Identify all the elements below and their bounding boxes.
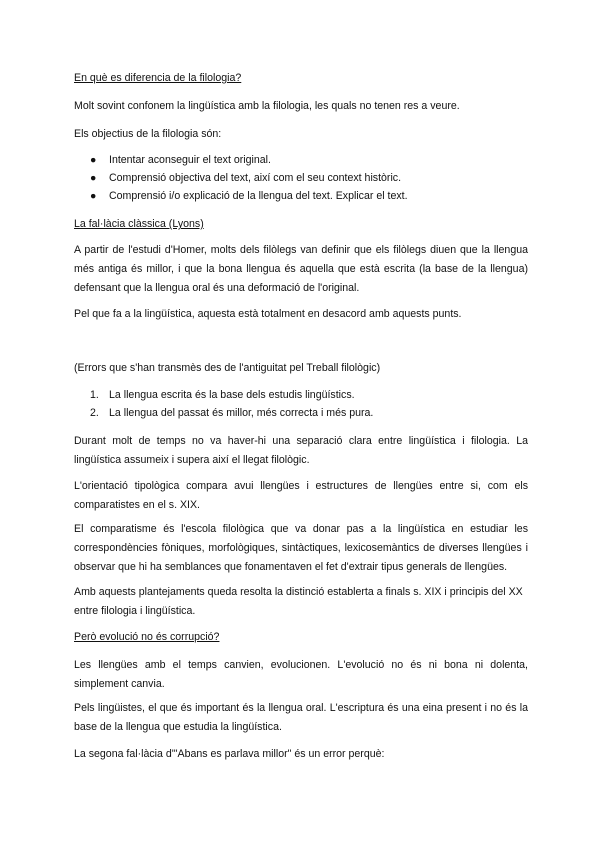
heading-classic-fallacy: La fal·làcia clàssica (Lyons) [74, 218, 204, 230]
list-item [74, 404, 528, 423]
list-number: 2. [90, 407, 99, 419]
paragraph-distinction: Amb aquests plantejaments queda resolta la distinció establerta a finals s. XIX i principis del XX entre filologia i lingüística. [74, 586, 523, 617]
bullet-icon: ● [90, 154, 97, 166]
list-item-text: Intentar aconseguir el text original. [109, 154, 271, 166]
list-item-text: Comprensió i/o explicació de la llengua del text. Explicar el text. [109, 190, 408, 202]
list-item [74, 187, 528, 206]
paragraph-homer: A partir de l'estudi d'Homer, molts dels filòlegs van definir que els filòlegs diuen que la llengua més antiga és millor, i que la bona llengua és aquella que està escrita (la base de la llengua) defensant que la llengua oral és una deformació de l'original. [74, 244, 528, 294]
paragraph-separation: Durant molt de temps no va haver-hi una separació clara entre lingüística i filologia. La lingüística assumeix i supera així el llegat filològic. [74, 435, 528, 466]
paragraph-errors-note: (Errors que s'han transmès des de l'antiguitat pel Treball filològic) [74, 362, 381, 374]
paragraph-confusion: Molt sovint confonem la lingüística amb la filologia, les quals no tenen res a veure. [74, 100, 460, 112]
heading-evolution: Però evolució no és corrupció? [74, 631, 220, 643]
paragraph-comparatism: El comparatisme és l'escola filològica que va donar pas a la lingüística en estudiar les correspondències fòniques, morfològiques, sintàctiques, lexicosemàntics de diverses llengües i observar que hi ha semblances que fonamentaven el fet d'extrair tipus generals de llengües. [74, 523, 528, 573]
paragraph-objectives-intro: Els objectius de la filologia són: [74, 128, 222, 140]
paragraph-typology: L'orientació tipològica compara avui llengües i estructures de llengües entre si, com els comparatistes en el s. XIX. [74, 480, 528, 511]
list-item-text: Comprensió objectiva del text, així com el seu context històric. [109, 172, 402, 184]
bullet-icon: ● [90, 190, 97, 202]
paragraph-languages-change: Les llengües amb el temps canvien, evolucionen. L'evolució no és ni bona ni dolenta, simplement canvia. [74, 659, 528, 690]
list-item-text: La llengua del passat és millor, més correcta i més pura. [109, 407, 374, 419]
paragraph-second-fallacy: La segona fal·làcia d'"Abans es parlava millor" és un error perquè: [74, 748, 385, 760]
list-item [74, 151, 528, 170]
list-item [74, 386, 528, 405]
heading-difference-philology: En què es diferencia de la filologia? [74, 72, 242, 84]
list-item [74, 169, 528, 188]
paragraph-linguistics-disagree: Pel que fa a la lingüística, aquesta està totalment en desacord amb aquests punts. [74, 308, 462, 320]
list-item-text: La llengua escrita és la base dels estudis lingüístics. [109, 389, 355, 401]
bullet-icon: ● [90, 172, 97, 184]
list-number: 1. [90, 389, 99, 401]
paragraph-oral-language: Pels lingüistes, el que és important és la llengua oral. L'escriptura és una eina present i no és la base de la llengua que estudia la lingüística. [74, 702, 528, 733]
